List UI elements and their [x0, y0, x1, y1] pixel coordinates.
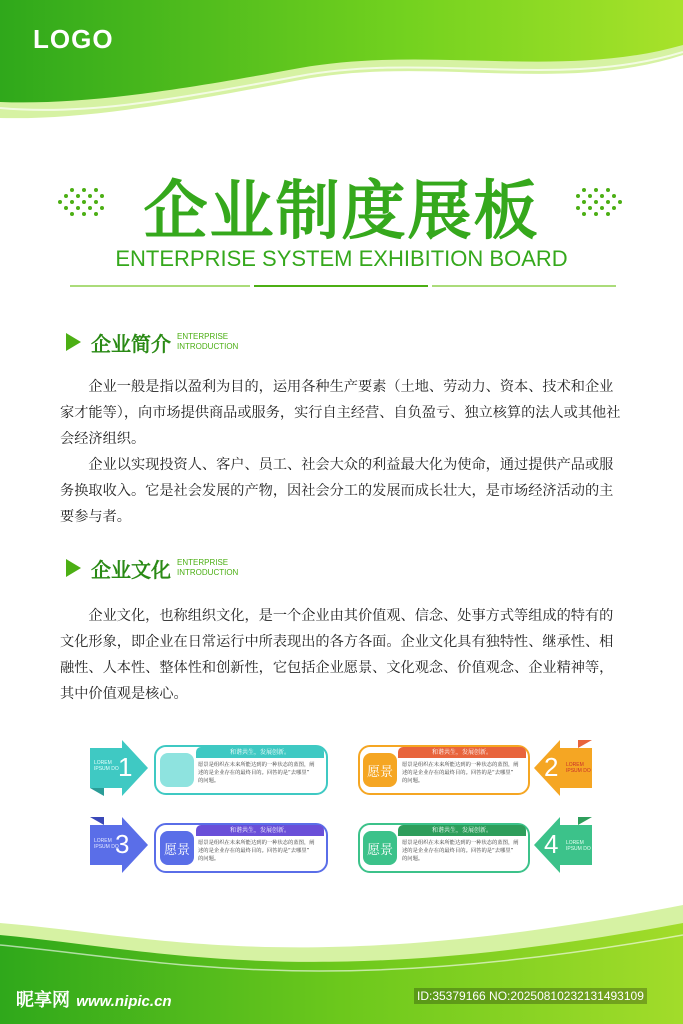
card-label: 愿景	[163, 843, 190, 858]
section-en-label: ENTERPRISE INTRODUCTION	[177, 558, 239, 577]
card-2	[358, 745, 530, 795]
culture-paragraph: 企业文化，也称组织文化，是一个企业由其价值观、信念、处事方式等组成的特有的文化形象，即企业在日常运行中所表现出的各方各面。企业文化具有独特性、继承性、相融性、人本性、整体性和创新性，它包括企业愿景、文化观念、价值观念、企业精神等，其中价值观是核心。	[60, 608, 614, 702]
card-label-box	[160, 753, 194, 787]
card-label: 愿景	[366, 843, 393, 858]
card-lorem-2: LOREM IPSUM DO	[566, 762, 591, 774]
card-number-3: 3	[115, 829, 130, 859]
card-lorem-4: LOREM IPSUM DO	[566, 840, 591, 852]
card-lorem-3: LOREM IPSUM DO	[94, 838, 119, 850]
watermark-logo: 昵享网 www.nipic.cn	[16, 990, 172, 1011]
page-subtitle: ENTERPRISE SYSTEM EXHIBITION BOARD	[115, 246, 568, 271]
top-wave-decoration	[0, 0, 683, 145]
card-tab: 和谐共生，发展创新。	[196, 825, 324, 836]
card-tab: 和谐共生，发展创新。	[398, 747, 526, 758]
card-tab: 和谐共生，发展创新。	[196, 747, 324, 758]
card-label: 愿景	[366, 765, 393, 780]
section-title: 企业简介	[91, 331, 171, 356]
section-heading-intro	[66, 327, 238, 357]
title-divider	[70, 283, 616, 289]
card-3	[154, 823, 328, 873]
intro-paragraph-2: 企业以实现投资人、客户、员工、社会大众的利益最大化为使命，通过提供产品或服务换取收入。它是社会发展的产物，因社会分工的发展而成长壮大，是市场经济活动的主要参与者。	[60, 457, 614, 525]
logo: LOGO	[33, 24, 114, 54]
card-number-2: 2	[544, 752, 559, 782]
triangle-icon	[66, 559, 81, 577]
card-number-4: 4	[544, 829, 559, 859]
card-body: 愿景是组织在未来所能达到的一种状态的蓝图，阐 述的是企业存在的最终目的。回答的是“去哪里” 的问题。	[402, 762, 519, 784]
card-body: 愿景是组织在未来所能达到的一种状态的蓝图，阐 述的是企业存在的最终目的。回答的是“去哪里” 的问题。	[198, 840, 315, 862]
section-en-label: ENTERPRISE INTRODUCTION	[177, 332, 239, 351]
triangle-icon	[66, 333, 81, 351]
intro-paragraph-1: 企业一般是指以盈利为目的，运用各种生产要素（土地、劳动力、资本、技术和企业家才能等），向市场提供商品或服务，实行自主经营、自负盈亏、独立核算的法人或其他社会经济组织。	[60, 379, 621, 447]
card-body: 愿景是组织在未来所能达到的一种状态的蓝图，阐 述的是企业存在的最终目的。回答的是“去哪里” 的问题。	[198, 762, 315, 784]
section-heading-culture	[66, 553, 238, 583]
card-lorem-1: LOREM IPSUM DO	[94, 760, 119, 772]
card-body: 愿景是组织在未来所能达到的一种状态的蓝图，阐 述的是企业存在的最终目的。回答的是“去哪里” 的问题。	[402, 840, 519, 862]
page-title: 企业制度展板	[143, 175, 540, 249]
card-number-1: 1	[118, 752, 133, 782]
section-title: 企业文化	[91, 557, 171, 582]
watermark-id: ID:35379166 NO:20250810232131493109	[414, 988, 647, 1004]
card-4	[358, 823, 530, 873]
card-1	[154, 745, 328, 795]
card-tab: 和谐共生，发展创新。	[398, 825, 526, 836]
